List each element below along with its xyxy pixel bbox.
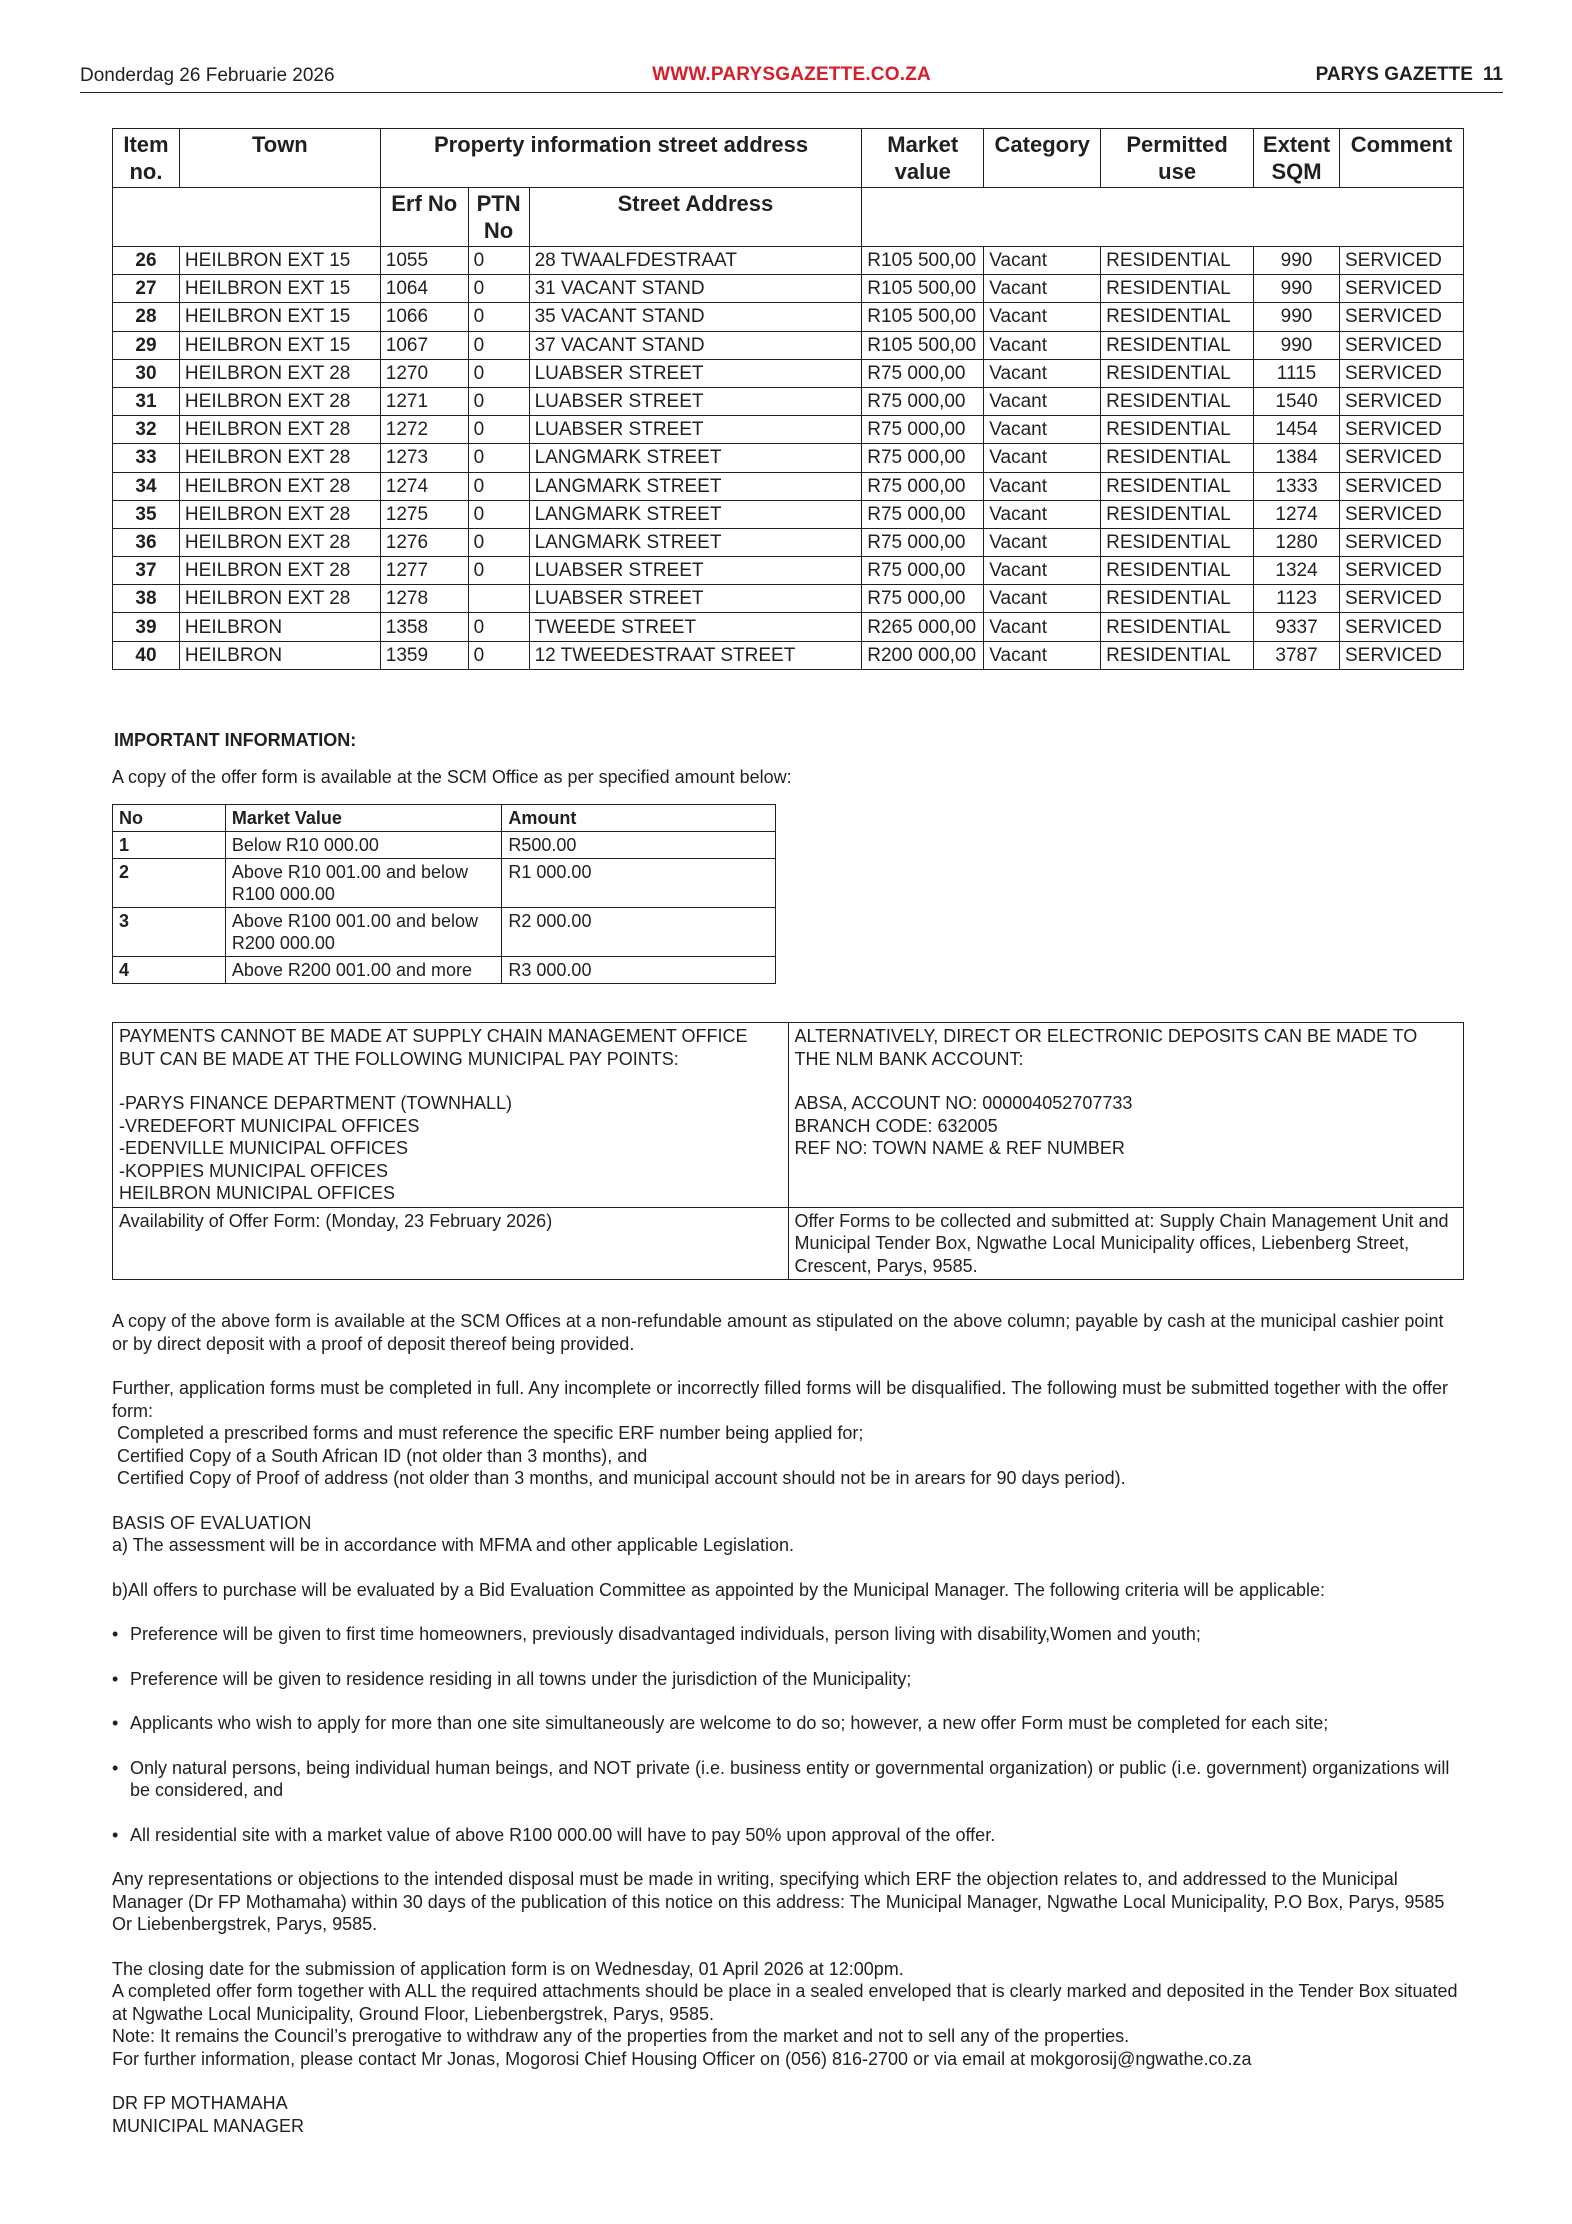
pay-note-line: PAYMENTS CANNOT BE MADE AT SUPPLY CHAIN MANAGEMENT OFFICE: [119, 1026, 748, 1046]
criteria-bullet: • Applicants who wish to apply for more than one site simultaneously are welcome to do so; however, a new offer Form must be completed for each site;: [112, 1713, 1329, 1733]
cell-town: HEILBRON EXT 28: [179, 416, 380, 444]
cell-ptn: 0: [468, 303, 529, 331]
cell-erf: 1276: [380, 528, 468, 556]
cell-category: Vacant: [984, 331, 1101, 359]
cell-erf: 1270: [380, 359, 468, 387]
branch-code: BRANCH CODE: 632005: [794, 1115, 998, 1136]
cell-ptn: 0: [468, 500, 529, 528]
table-row: [113, 331, 1464, 359]
pay-point: -EDENVILLE MUNICIPAL OFFICES: [119, 1138, 409, 1158]
fee-cell-no: 2: [113, 859, 226, 908]
cell-erf: 1359: [380, 641, 468, 669]
cell-town: HEILBRON EXT 15: [179, 331, 380, 359]
cell-street: LANGMARK STREET: [529, 500, 862, 528]
cell-extent: 3787: [1254, 641, 1340, 669]
cell-value: R200 000,00: [862, 641, 984, 669]
table-row: [113, 303, 1464, 331]
cell-extent: 1454: [1254, 416, 1340, 444]
table-row: [113, 557, 1464, 585]
cell-extent: 1115: [1254, 359, 1340, 387]
cell-erf: 1275: [380, 500, 468, 528]
cell-category: Vacant: [984, 275, 1101, 303]
table-row: [113, 859, 776, 908]
availability-cell: Availability of Offer Form: (Monday, 23 February 2026): [113, 1207, 789, 1280]
cell-value: R105 500,00: [862, 275, 984, 303]
cell-value: R75 000,00: [862, 585, 984, 613]
cell-erf: 1064: [380, 275, 468, 303]
cell-use: RESIDENTIAL: [1101, 528, 1254, 556]
pay-point: -VREDEFORT MUNICIPAL OFFICES: [119, 1115, 420, 1136]
cell-comment: SERVICED: [1340, 613, 1464, 641]
cell-extent: 1123: [1254, 585, 1340, 613]
cell-town: HEILBRON EXT 28: [179, 585, 380, 613]
cell-value: R75 000,00: [862, 500, 984, 528]
cell-ptn: 0: [468, 331, 529, 359]
cell-erf: 1277: [380, 557, 468, 585]
cell-comment: SERVICED: [1340, 359, 1464, 387]
basis-a: a) The assessment will be in accordance with MFMA and other applicable Legislation.: [112, 1535, 795, 1555]
cell-category: Vacant: [984, 557, 1101, 585]
bank-account: ABSA, ACCOUNT NO: 000004052707733: [794, 1093, 1133, 1113]
cell-street: LUABSER STREET: [529, 585, 862, 613]
property-table: [112, 128, 1464, 670]
cell-town: HEILBRON: [179, 613, 380, 641]
criteria-text: Applicants who wish to apply for more than one site simultaneously are welcome to do so; however, a new offer Form must be completed for each site;: [130, 1713, 1329, 1733]
cell-no: 29: [113, 331, 180, 359]
fee-header-market-value: Market Value: [225, 805, 502, 832]
cell-use: RESIDENTIAL: [1101, 444, 1254, 472]
header-street-address: Street Address: [529, 188, 862, 247]
fee-cell-mv: Above R100 001.00 and below R200 000.00: [225, 908, 502, 957]
header-market-value: Market value: [862, 129, 984, 188]
cell-use: RESIDENTIAL: [1101, 359, 1254, 387]
requirements-intro: Further, application forms must be completed in full. Any incomplete or incorrectly filled forms will be disqualified. The following must be submitted together with the offer form:: [112, 1378, 1448, 1421]
cell-value: R105 500,00: [862, 331, 984, 359]
header-comment: Comment: [1340, 129, 1464, 188]
cell-street: LANGMARK STREET: [529, 528, 862, 556]
cell-town: HEILBRON EXT 28: [179, 472, 380, 500]
fee-cell-amount: R1 000.00: [502, 859, 776, 908]
table-row: [113, 359, 1464, 387]
cell-town: HEILBRON EXT 28: [179, 359, 380, 387]
cell-street: TWEEDE STREET: [529, 613, 862, 641]
cell-category: Vacant: [984, 585, 1101, 613]
cell-ptn: 0: [468, 387, 529, 415]
cell-no: 28: [113, 303, 180, 331]
table-row: [113, 247, 1464, 275]
cell-town: HEILBRON EXT 28: [179, 528, 380, 556]
cell-extent: 990: [1254, 247, 1340, 275]
signatory-title: MUNICIPAL MANAGER: [112, 2115, 305, 2136]
cell-comment: SERVICED: [1340, 585, 1464, 613]
cell-town: HEILBRON EXT 28: [179, 444, 380, 472]
contact-info: For further information, please contact Mr Jonas, Mogorosi Chief Housing Officer on (056) 816-2700 or via email at mokgorosij@ngwathe.co.za: [112, 2048, 1252, 2069]
fee-header-amount: Amount: [502, 805, 776, 832]
table-row: [113, 275, 1464, 303]
objections-paragraph: Any representations or objections to the intended disposal must be made in writing, specifying which ERF the objection relates to, and addressed to the Municipal Manager (Dr FP Mothamaha) within 30 days of the publication of this notice on this address: The Municipal Manager, Ngwathe Local Municipality, P.O Box, Parys, 9585 Or Liebenbergstrek, Parys, 9585.: [112, 1869, 1445, 1934]
cell-erf: 1273: [380, 444, 468, 472]
offer-form-note: A copy of the offer form is available at the SCM Office as per specified amount below:: [112, 767, 792, 787]
cell-comment: SERVICED: [1340, 303, 1464, 331]
signature-block: [112, 2092, 1464, 2137]
cell-comment: SERVICED: [1340, 528, 1464, 556]
cell-category: Vacant: [984, 387, 1101, 415]
requirement-item: Completed a prescribed forms and must reference the specific ERF number being applied for;: [117, 1423, 864, 1443]
fee-cell-amount: R500.00: [502, 832, 776, 859]
reference-number: REF NO: TOWN NAME & REF NUMBER: [794, 1138, 1125, 1158]
cell-value: R265 000,00: [862, 613, 984, 641]
cell-town: HEILBRON: [179, 641, 380, 669]
cell-category: Vacant: [984, 359, 1101, 387]
cell-town: HEILBRON EXT 15: [179, 247, 380, 275]
cell-use: RESIDENTIAL: [1101, 500, 1254, 528]
table-row: [113, 613, 1464, 641]
masthead: [80, 62, 1503, 93]
cell-category: Vacant: [984, 641, 1101, 669]
cell-use: RESIDENTIAL: [1101, 387, 1254, 415]
cell-street: 31 VACANT STAND: [529, 275, 862, 303]
cell-ptn: 0: [468, 472, 529, 500]
header-category: Category: [984, 129, 1101, 188]
criteria-bullet: • Preference will be given to residence residing in all towns under the jurisdiction of the Municipality;: [112, 1668, 912, 1689]
cell-street: LANGMARK STREET: [529, 472, 862, 500]
cell-use: RESIDENTIAL: [1101, 416, 1254, 444]
table-row: [113, 641, 1464, 669]
council-note: Note: It remains the Council’s prerogative to withdraw any of the properties from the market and not to sell any of the properties.: [112, 2026, 1130, 2046]
table-row: [113, 957, 776, 984]
cell-category: Vacant: [984, 247, 1101, 275]
basis-paragraph: [112, 1512, 1464, 1557]
cell-extent: 1324: [1254, 557, 1340, 585]
header-town: Town: [179, 129, 380, 188]
cell-category: Vacant: [984, 472, 1101, 500]
cell-no: 31: [113, 387, 180, 415]
cell-erf: 1274: [380, 472, 468, 500]
cell-no: 34: [113, 472, 180, 500]
header-blank: [862, 188, 1464, 247]
cell-use: RESIDENTIAL: [1101, 641, 1254, 669]
cell-use: RESIDENTIAL: [1101, 472, 1254, 500]
cell-value: R105 500,00: [862, 247, 984, 275]
cell-ptn: 0: [468, 275, 529, 303]
cell-ptn: 0: [468, 359, 529, 387]
signatory-name: DR FP MOTHAMAHA: [112, 2093, 288, 2113]
notice-body: [112, 1310, 1464, 2159]
important-heading: IMPORTANT INFORMATION:: [114, 730, 357, 750]
cell-ptn: [468, 585, 529, 613]
cell-town: HEILBRON EXT 28: [179, 557, 380, 585]
table-row: [113, 472, 1464, 500]
cell-no: 38: [113, 585, 180, 613]
cell-ptn: 0: [468, 444, 529, 472]
deposit-note-line: THE NLM BANK ACCOUNT:: [794, 1048, 1024, 1069]
cell-no: 40: [113, 641, 180, 669]
cell-erf: 1271: [380, 387, 468, 415]
fee-cell-mv: Above R10 001.00 and below R100 000.00: [225, 859, 502, 908]
cell-value: R75 000,00: [862, 416, 984, 444]
cell-comment: SERVICED: [1340, 641, 1464, 669]
cell-street: LUABSER STREET: [529, 359, 862, 387]
cell-comment: SERVICED: [1340, 444, 1464, 472]
cell-extent: 1540: [1254, 387, 1340, 415]
cell-ptn: 0: [468, 247, 529, 275]
header-item-no: Item no.: [113, 129, 180, 188]
cell-use: RESIDENTIAL: [1101, 331, 1254, 359]
cell-category: Vacant: [984, 303, 1101, 331]
header-ptn-no: PTN No: [468, 188, 529, 247]
cell-no: 32: [113, 416, 180, 444]
cell-comment: SERVICED: [1340, 557, 1464, 585]
fee-table: [112, 804, 776, 984]
fee-cell-amount: R2 000.00: [502, 908, 776, 957]
criteria-text: Preference will be given to first time homeowners, previously disadvantaged individuals, person living with disability,Women and youth;: [130, 1624, 1201, 1644]
cell-erf: 1278: [380, 585, 468, 613]
cell-category: Vacant: [984, 528, 1101, 556]
deposit-note-line: ALTERNATIVELY, DIRECT OR ELECTRONIC DEPOSITS CAN BE MADE TO: [794, 1026, 1418, 1046]
issue-date: Donderdag 26 Februarie 2026: [80, 65, 335, 86]
cell-no: 30: [113, 359, 180, 387]
cell-comment: SERVICED: [1340, 275, 1464, 303]
cell-no: 33: [113, 444, 180, 472]
cell-no: 37: [113, 557, 180, 585]
cell-town: HEILBRON EXT 28: [179, 387, 380, 415]
cell-no: 36: [113, 528, 180, 556]
table-row: [113, 832, 776, 859]
cell-street: 28 TWAALFDESTRAAT: [529, 247, 862, 275]
header-extent: Extent SQM: [1254, 129, 1340, 188]
cell-value: R75 000,00: [862, 528, 984, 556]
criteria-text: All residential site with a market value of above R100 000.00 will have to pay 50% upon approval of the offer.: [130, 1824, 996, 1845]
cell-comment: SERVICED: [1340, 331, 1464, 359]
pay-points-cell: [113, 1023, 789, 1208]
cell-value: R75 000,00: [862, 557, 984, 585]
requirements-paragraph: [112, 1377, 1464, 1490]
cell-use: RESIDENTIAL: [1101, 557, 1254, 585]
cell-extent: 1333: [1254, 472, 1340, 500]
cell-value: R75 000,00: [862, 359, 984, 387]
cell-street: LUABSER STREET: [529, 416, 862, 444]
cell-ptn: 0: [468, 416, 529, 444]
cell-no: 35: [113, 500, 180, 528]
cell-category: Vacant: [984, 444, 1101, 472]
table-row: [113, 500, 1464, 528]
cell-street: LUABSER STREET: [529, 557, 862, 585]
cell-comment: SERVICED: [1340, 500, 1464, 528]
publication-name: [1316, 64, 1503, 86]
cell-no: 26: [113, 247, 180, 275]
table-row: [113, 908, 776, 957]
basis-heading: BASIS OF EVALUATION: [112, 1512, 312, 1533]
cell-ptn: 0: [468, 557, 529, 585]
fee-cell-mv: Below R10 000.00: [225, 832, 502, 859]
cell-extent: 990: [1254, 331, 1340, 359]
cell-erf: 1067: [380, 331, 468, 359]
cell-extent: 1274: [1254, 500, 1340, 528]
cell-use: RESIDENTIAL: [1101, 247, 1254, 275]
fee-cell-no: 4: [113, 957, 226, 984]
pay-point: -KOPPIES MUNICIPAL OFFICES: [119, 1160, 389, 1181]
cell-extent: 990: [1254, 303, 1340, 331]
submission-instructions: A completed offer form together with ALL the required attachments should be place in a sealed enveloped that is clearly marked and deposited in the Tender Box situated at Ngwathe Local Municipality, Ground Floor, Liebenbergstrek, Parys, 9585.: [112, 1981, 1458, 2024]
cell-comment: SERVICED: [1340, 472, 1464, 500]
cell-value: R75 000,00: [862, 444, 984, 472]
basis-b: b)All offers to purchase will be evaluated by a Bid Evaluation Committee as appointed by the Municipal Manager. The following criteria will be applicable:: [112, 1579, 1326, 1600]
page-number: 11: [1482, 64, 1503, 85]
cell-extent: 1384: [1254, 444, 1340, 472]
cell-street: LANGMARK STREET: [529, 444, 862, 472]
cell-no: 39: [113, 613, 180, 641]
requirement-item: Certified Copy of a South African ID (not older than 3 months), and: [117, 1445, 648, 1466]
cell-comment: SERVICED: [1340, 387, 1464, 415]
fee-cell-mv: Above R200 001.00 and more: [225, 957, 502, 984]
pay-point: HEILBRON MUNICIPAL OFFICES: [119, 1183, 396, 1203]
table-row: [113, 416, 1464, 444]
submission-cell: Offer Forms to be collected and submitted at: Supply Chain Management Unit and Municipal Tender Box, Ngwathe Local Municipality offices, Liebenberg Street, Crescent, Parys, 9585.: [788, 1207, 1464, 1280]
cell-ptn: 0: [468, 641, 529, 669]
closing-date: The closing date for the submission of application form is on Wednesday, 01 April 2026 at 12:00pm.: [112, 1958, 904, 1979]
cell-category: Vacant: [984, 613, 1101, 641]
fee-cell-no: 3: [113, 908, 226, 957]
cell-value: R75 000,00: [862, 472, 984, 500]
bank-deposit-cell: [788, 1023, 1464, 1208]
cell-erf: 1055: [380, 247, 468, 275]
cell-extent: 1280: [1254, 528, 1340, 556]
table-row: [113, 444, 1464, 472]
closing-paragraph: [112, 1958, 1464, 2071]
fee-cell-amount: R3 000.00: [502, 957, 776, 984]
cell-extent: 990: [1254, 275, 1340, 303]
cell-category: Vacant: [984, 500, 1101, 528]
header-blank: [113, 188, 381, 247]
cell-value: R105 500,00: [862, 303, 984, 331]
criteria-text: Preference will be given to residence residing in all towns under the jurisdiction of the Municipality;: [130, 1668, 912, 1689]
cell-town: HEILBRON EXT 15: [179, 275, 380, 303]
table-row: [113, 528, 1464, 556]
cell-extent: 9337: [1254, 613, 1340, 641]
cell-ptn: 0: [468, 613, 529, 641]
fee-header-no: No: [113, 805, 226, 832]
header-property-info: Property information street address: [380, 129, 861, 188]
cell-street: LUABSER STREET: [529, 387, 862, 415]
cell-use: RESIDENTIAL: [1101, 613, 1254, 641]
cell-comment: SERVICED: [1340, 416, 1464, 444]
form-cost-paragraph: A copy of the above form is available at the SCM Offices at a non-refundable amount as stipulated on the above column; payable by cash at the municipal cashier point or by direct deposit with a proof of deposit thereof being provided.: [112, 1311, 1444, 1354]
cell-erf: 1358: [380, 613, 468, 641]
cell-street: 37 VACANT STAND: [529, 331, 862, 359]
cell-street: 35 VACANT STAND: [529, 303, 862, 331]
cell-erf: 1066: [380, 303, 468, 331]
cell-use: RESIDENTIAL: [1101, 275, 1254, 303]
publication-title: PARYS GAZETTE: [1315, 64, 1473, 85]
header-erf-no: Erf No: [380, 188, 468, 247]
cell-value: R75 000,00: [862, 387, 984, 415]
fee-cell-no: 1: [113, 832, 226, 859]
cell-no: 27: [113, 275, 180, 303]
pay-note-line: BUT CAN BE MADE AT THE FOLLOWING MUNICIPAL PAY POINTS:: [119, 1048, 679, 1069]
cell-use: RESIDENTIAL: [1101, 303, 1254, 331]
cell-use: RESIDENTIAL: [1101, 585, 1254, 613]
website-link[interactable]: WWW.PARYSGAZETTE.CO.ZA: [652, 64, 931, 85]
table-row: [113, 585, 1464, 613]
criteria-text: Only natural persons, being individual human beings, and NOT private (i.e. business entity or governmental organization) or public (i.e. government) organizations will be considered, and: [130, 1757, 1450, 1800]
header-permitted-use: Permitted use: [1101, 129, 1254, 188]
cell-ptn: 0: [468, 528, 529, 556]
cell-town: HEILBRON EXT 28: [179, 500, 380, 528]
criteria-bullet: • Only natural persons, being individual human beings, and NOT private (i.e. business entity or governmental organization) or public (i.e. government) organizations will be considered, and: [112, 1757, 1464, 1802]
table-row: [113, 387, 1464, 415]
pay-point: -PARYS FINANCE DEPARTMENT (TOWNHALL): [119, 1093, 513, 1113]
cell-category: Vacant: [984, 416, 1101, 444]
criteria-bullet: • All residential site with a market value of above R100 000.00 will have to pay 50% upon approval of the offer.: [112, 1824, 996, 1845]
cell-street: 12 TWEEDESTRAAT STREET: [529, 641, 862, 669]
payment-table: [112, 1022, 1464, 1280]
criteria-bullet: • Preference will be given to first time homeowners, previously disadvantaged individuals, person living with disability,Women and youth;: [112, 1624, 1201, 1644]
cell-erf: 1272: [380, 416, 468, 444]
cell-town: HEILBRON EXT 15: [179, 303, 380, 331]
cell-comment: SERVICED: [1340, 247, 1464, 275]
requirement-item: Certified Copy of Proof of address (not older than 3 months, and municipal account should not be in arears for 90 days period).: [117, 1468, 1126, 1488]
